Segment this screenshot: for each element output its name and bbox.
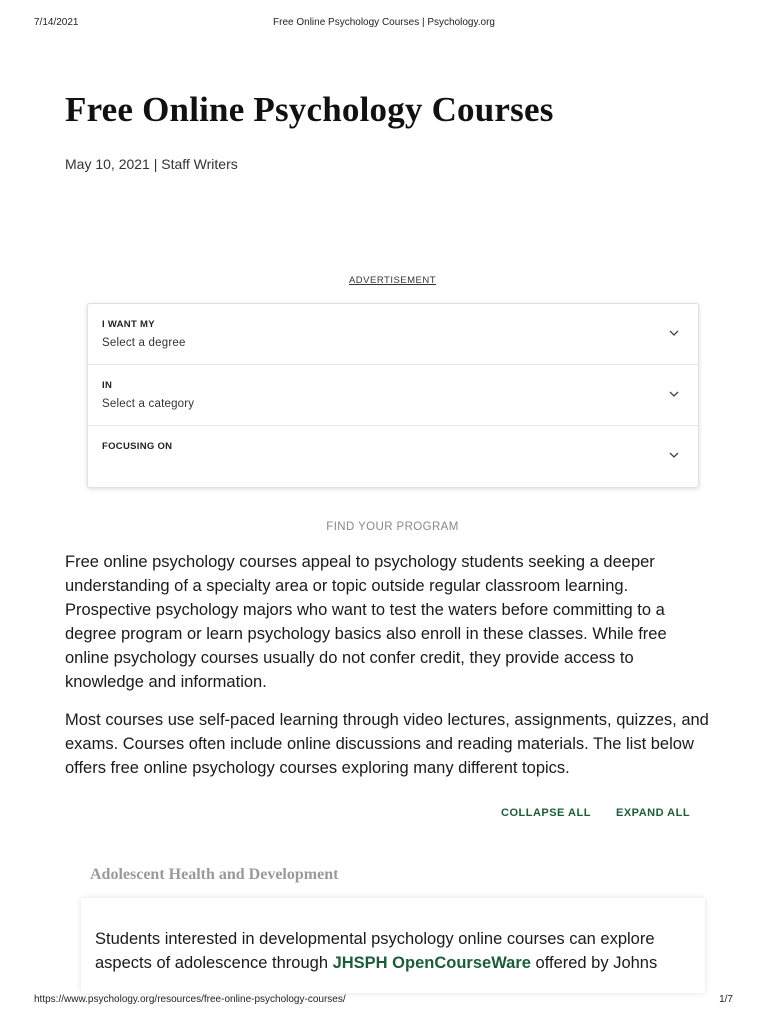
accordion-text bbox=[95, 927, 695, 975]
print-page-number: 1/7 bbox=[719, 994, 733, 1005]
article-byline: May 10, 2021 | Staff Writers bbox=[65, 156, 238, 172]
accordion-panel bbox=[81, 898, 705, 993]
chevron-down-icon[interactable] bbox=[668, 450, 680, 460]
category-select-label: IN bbox=[102, 380, 113, 391]
print-url: https://www.psychology.org/resources/free-online-psychology-courses/ bbox=[34, 994, 346, 1005]
print-date: 7/14/2021 bbox=[34, 17, 79, 28]
accordion-text-start: Students interested in developmental psychology online courses can explore aspects of adolescence through bbox=[95, 930, 655, 972]
program-finder bbox=[87, 303, 699, 488]
expand-all-button[interactable]: EXPAND ALL bbox=[616, 807, 691, 819]
article-title: Free Online Psychology Courses bbox=[65, 90, 554, 129]
category-select[interactable] bbox=[88, 365, 698, 426]
collapse-all-button[interactable]: COLLAPSE ALL bbox=[501, 807, 591, 819]
category-select-value: Select a category bbox=[102, 398, 195, 410]
chevron-down-icon[interactable] bbox=[668, 389, 680, 399]
focus-select[interactable] bbox=[88, 426, 698, 487]
intro-paragraph: Free online psychology courses appeal to psychology students seeking a deeper understanding of a specialty area or topic outside regular classroom learning. Prospective psychology majors who want to test the waters before committing to a degree program or learn psychology basics also enroll in these classes. While free online psychology courses usually do not confer credit, they provide access to knowledge and information. bbox=[65, 553, 667, 691]
degree-select-label: I WANT MY bbox=[102, 319, 155, 330]
jhsph-opencourseware-link[interactable]: JHSPH OpenCourseWare bbox=[332, 954, 531, 972]
find-program-button[interactable]: FIND YOUR PROGRAM bbox=[326, 521, 459, 533]
degree-select[interactable] bbox=[88, 304, 698, 365]
accordion-item-title[interactable]: Adolescent Health and Development bbox=[90, 866, 339, 883]
courses-paragraph: Most courses use self-paced learning through video lectures, assignments, quizzes, and exams. Courses often include online discussions and reading materials. The list below offers free online psychology courses exploring many different topics. bbox=[65, 711, 709, 777]
degree-select-value: Select a degree bbox=[102, 337, 186, 349]
print-page-title: Free Online Psychology Courses | Psychology.org bbox=[273, 17, 495, 28]
accordion-text-end: offered by Johns bbox=[530, 954, 658, 972]
chevron-down-icon[interactable] bbox=[668, 328, 680, 338]
advertisement-label[interactable]: ADVERTISEMENT bbox=[348, 275, 437, 286]
focus-select-label: FOCUSING ON bbox=[102, 441, 173, 452]
